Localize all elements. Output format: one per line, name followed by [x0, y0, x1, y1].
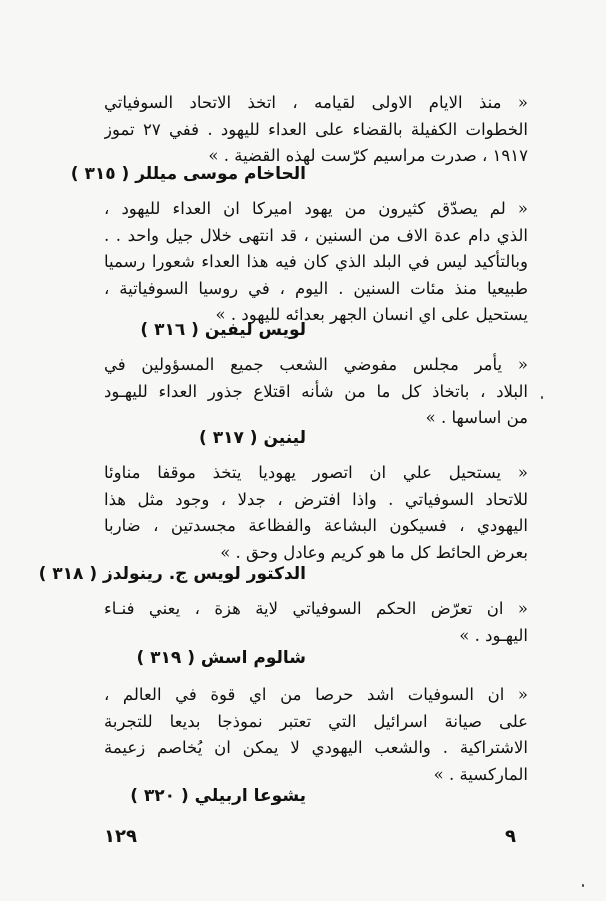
quote-line: ١٩١٧ ، صدرت مراسيم كرّست لهذه القضية . »	[208, 146, 528, 165]
quote-line: الذي دام عدة الاف من السنين ، قد انتهى خلال جيل واحد . .	[104, 225, 528, 245]
quote-line: من اساسها . »	[425, 408, 528, 427]
quote-line: بعرض الحائط كل ما هو كريم وعادل وحق . »	[220, 542, 528, 562]
quote-line: وبالتأكيد ليس في البلد الذي كان فيه هذا العداء شعورا رسميا	[104, 252, 528, 271]
quote-line: طبيعيا منذ مئات السنين . اليوم ، في روسيا السوفياتية ،	[104, 278, 528, 298]
quote-text	[104, 196, 528, 329]
quote-line: « ان تعرّض الحكم السوفياتي لاية هزة ، يعني فنـاء	[104, 599, 528, 618]
quote-line: يستحيل على اي انسان الجهر بعدائه لليهود . »	[215, 305, 528, 324]
page-number: ١٢٩	[104, 826, 137, 847]
quote-line: اليهودي ، فسيكون البشاعة والفظاعة مجسدتين ، ضاربا	[104, 516, 528, 535]
quote-line: « لم يصدّق كثيرون من يهود اميركا ان العداء لليهود ،	[104, 199, 528, 218]
quote-author: شالوم اسش ( ٣١٩ )	[136, 648, 306, 668]
quote-text	[104, 596, 528, 649]
scan-speck	[582, 884, 584, 887]
quote-text	[104, 682, 528, 788]
quote-line: الاشتراكية . والشعب اليهودي لا يمكن ان يُخاصم زعيمة	[104, 738, 528, 757]
quote-line: على صيانة اسرائيل التي تعتبر نموذجا بديعا للتجربة	[104, 711, 528, 731]
quote-line: اليهـود . »	[459, 625, 528, 645]
quote-author: لينين ( ٣١٧ )	[199, 428, 306, 448]
quote-author: يشوعا اربيلي ( ٣٢٠ )	[130, 786, 306, 806]
quote-line: « يستحيل علي ان اتصور يهوديا يتخذ موقفا مناوئا	[104, 463, 528, 482]
quote-line: « يأمر مجلس مفوضي الشعب جميع المسؤولين في	[104, 355, 528, 374]
quote-author: الدكتور لويس ج. رينولدز ( ٣١٨ )	[38, 564, 306, 584]
quote-line: « ان السوفيات اشد حرصا من اي قوة في العالم ،	[104, 685, 528, 704]
quote-line: للاتحاد السوفياتي . واذا افترض ، جدلا ، وجود مثل هذا	[104, 489, 528, 509]
quote-line: البلاد ، باتخاذ كل ما من شأنه اقتلاع جذور العداء لليهـود	[104, 381, 528, 401]
quote-line: الخطوات الكفيلة بالقضاء على العداء لليهود . ففي ٢٧ تموز	[104, 119, 528, 139]
quote-author: لويس ليفين ( ٣١٦ )	[140, 320, 306, 340]
quote-text	[104, 352, 528, 432]
quote-line: الماركسية . »	[433, 764, 528, 784]
quote-author: الحاخام موسى ميللر ( ٣١٥ )	[70, 164, 306, 184]
signature-mark: ٩	[505, 826, 516, 847]
scan-speck	[541, 396, 543, 399]
quote-line: « منذ الايام الاولى لقيامه ، اتخذ الاتحاد السوفياتي	[104, 93, 528, 112]
quote-text	[104, 90, 528, 170]
quote-text	[104, 460, 528, 566]
